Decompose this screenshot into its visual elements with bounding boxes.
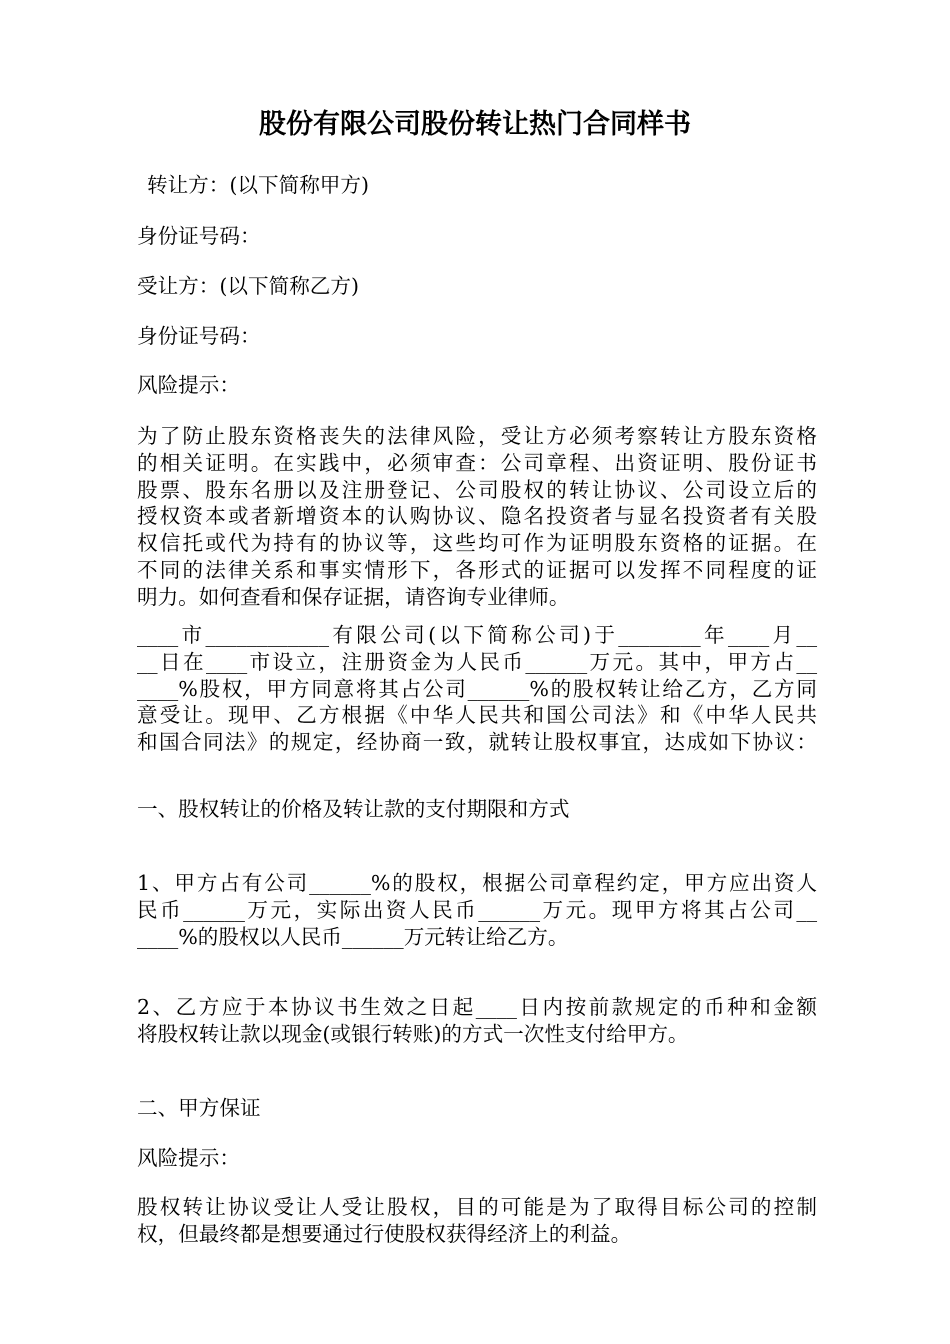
text-line: 不同的法律关系和事实情形下，各形式的证据可以发挥不同程度的证 xyxy=(137,557,817,582)
transferee-id-label: 身份证号码： xyxy=(137,324,261,348)
transferor-id-label: 身份证号码： xyxy=(137,224,261,248)
section-1-heading: 一、股权转让的价格及转让款的支付期限和方式 xyxy=(137,797,570,821)
preamble-paragraph xyxy=(137,622,817,756)
clause-1-2 xyxy=(137,994,817,1048)
clause-1-1 xyxy=(137,870,817,950)
text-line: 民币______万元，实际出资人民币______万元。现甲方将其占公司__ xyxy=(137,897,817,922)
risk-paragraph-2 xyxy=(137,1194,817,1248)
document-title: 股份有限公司股份转让热门合同样书 xyxy=(259,109,691,140)
text-line: 权，但最终都是想要通过行使股权获得经济上的利益。 xyxy=(137,1221,632,1246)
text-line: 将股权转让款以现金(或银行转账)的方式一次性支付给甲方。 xyxy=(137,1021,689,1046)
text-line: ____%股权，甲方同意将其占公司______%的股权转让给乙方，乙方同 xyxy=(137,676,817,701)
text-line: 1、甲方占有公司______%的股权，根据公司章程约定，甲方应出资人 xyxy=(137,871,817,895)
risk-label-1: 风险提示： xyxy=(137,373,240,397)
text-line: __日在____市设立，注册资金为人民币______万元。其中，甲方占__ xyxy=(137,649,817,674)
text-line: 的相关证明。在实践中，必须审查：公司章程、出资证明、股份证书 xyxy=(137,450,817,475)
text-line: ____%的股权以人民币______万元转让给乙方。 xyxy=(137,924,569,949)
text-line: 权信托或代为持有的协议等，这些均可作为证明股东资格的证据。在 xyxy=(137,531,817,556)
transferee-label: 受让方：(以下简称乙方) xyxy=(137,274,360,298)
text-line: 为了防止股东资格丧失的法律风险，受让方必须考察转让方股东资格 xyxy=(137,424,817,448)
text-line: ____市____________有限公司(以下简称公司)于________年____月__ xyxy=(137,623,817,647)
transferor-label: 转让方：(以下简称甲方) xyxy=(147,173,370,197)
text-line: 和国合同法》的规定，经协商一致，就转让股权事宜，达成如下协议： xyxy=(137,730,817,755)
text-line: 明力。如何查看和保存证据，请咨询专业律师。 xyxy=(137,584,570,609)
section-2-heading: 二、甲方保证 xyxy=(137,1096,261,1120)
text-line: 意受让。现甲、乙方根据《中华人民共和国公司法》和《中华人民共 xyxy=(137,703,817,728)
text-line: 授权资本或者新增资本的认购协议、隐名投资者与显名投资者有关股 xyxy=(137,504,817,529)
text-line: 股权转让协议受让人受让股权，目的可能是为了取得目标公司的控制 xyxy=(137,1195,817,1219)
risk-label-2: 风险提示： xyxy=(137,1146,240,1170)
text-line: 股票、股东名册以及注册登记、公司股权的转让协议、公司设立后的 xyxy=(137,477,817,502)
text-line: 2、乙方应于本协议书生效之日起____日内按前款规定的币种和金额 xyxy=(137,995,817,1019)
risk-paragraph-1 xyxy=(137,423,817,611)
